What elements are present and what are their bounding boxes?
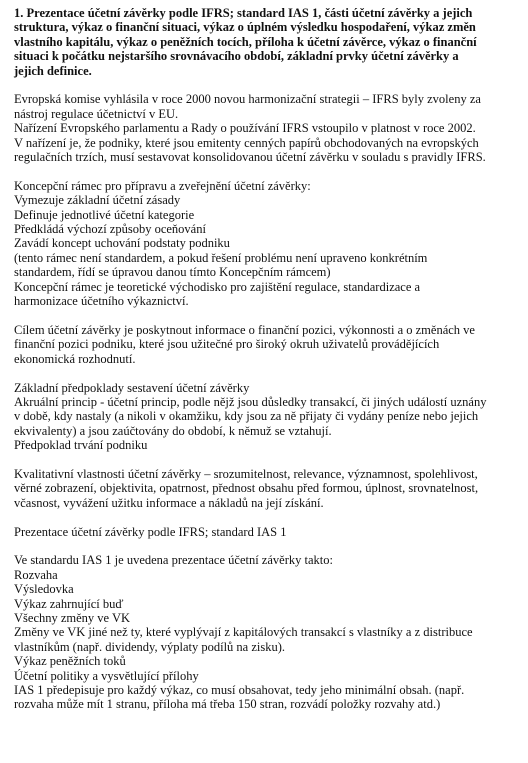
paragraph-qualitative bbox=[14, 467, 514, 510]
text-line: ekonomická rozhodnutí. bbox=[14, 351, 136, 366]
text-line: Účetní politiky a vysvětlující přílohy bbox=[14, 668, 199, 683]
text-line: Koncepční rámec je teoretické východisko pro zajištění regulace, standardizace a bbox=[14, 279, 421, 294]
paragraph-ifrs-intro bbox=[14, 92, 514, 164]
section-heading bbox=[14, 6, 514, 78]
text-line: Kvalitativní vlastnosti účetní závěrky – srozumitelnost, relevance, významnost, spolehlivost, bbox=[14, 466, 478, 481]
text-line: Předkládá výchozí způsoby oceňování bbox=[14, 222, 206, 237]
paragraph-assumptions bbox=[14, 381, 514, 453]
text-line: Cílem účetní závěrky je poskytnout informace o finanční pozici, výkonnosti a o změnách ve bbox=[14, 322, 475, 337]
text-line: V nařízení je, že podniky, které jsou emitenty cenných papírů obchodovaných na evropských bbox=[14, 135, 479, 150]
text-line: harmonizace účetního výkaznictví. bbox=[14, 294, 189, 309]
text-line: Vymezuje základní účetní zásady bbox=[14, 193, 181, 208]
text-line: Koncepční rámec pro přípravu a zveřejnění účetní závěrky: bbox=[14, 178, 311, 193]
text-line: rozvaha může mít 1 stranu, příloha má třeba 150 stran, rozvádí položky rozvahy atd.) bbox=[14, 697, 441, 712]
text-line: IAS 1 předepisuje pro každý výkaz, co musí obsahovat, tedy jeho minimální obsah. (např. bbox=[14, 682, 465, 697]
text-line: standardem, řídí se úpravou danou tímto Koncepčním rámcem) bbox=[14, 265, 331, 280]
text-line: v době, kdy nastaly (a nikoli v okamžiku, kdy jsou za ně přijaty či vydány peníze nebo jejich bbox=[14, 409, 479, 424]
text-line: Zavádí koncept uchování podstaty podniku bbox=[14, 236, 230, 251]
text-line: Výkaz zahrnující buď bbox=[14, 596, 124, 611]
text-line: Výkaz peněžních toků bbox=[14, 654, 126, 669]
text-line: Ve standardu IAS 1 je uvedena prezentace účetní závěrky takto: bbox=[14, 553, 333, 568]
paragraph-ias1-content bbox=[14, 553, 514, 711]
text-line: nástroj regulace účetnictví v EU. bbox=[14, 106, 179, 121]
text-line: Nařízení Evropského parlamentu a Rady o používání IFRS vstoupilo v platnost v roce 2002. bbox=[14, 121, 476, 136]
paragraph-purpose bbox=[14, 323, 514, 366]
text-line: Evropská komise vyhlásila v roce 2000 novou harmonizační strategii – IFRS byly zvoleny za bbox=[14, 92, 481, 107]
heading-line: vlastního kapitálu, výkaz o peněžních tocích, příloha k účetní závěrce, výkaz o finanční bbox=[14, 34, 477, 49]
text-line: Prezentace účetní závěrky podle IFRS; standard IAS 1 bbox=[14, 524, 287, 539]
paragraph-ias1-title bbox=[14, 525, 514, 539]
text-line: ekvivalenty) a jsou zaúčtovány do období, k němuž se vztahují. bbox=[14, 423, 332, 438]
heading-line: situaci k počátku nejstaršího srovnávacího období, základní prvky účetní závěrky a bbox=[14, 49, 459, 64]
text-line: Definuje jednotlivé účetní kategorie bbox=[14, 207, 195, 222]
heading-line: jejich definice. bbox=[14, 63, 92, 78]
text-line: finanční pozici podniku, které jsou užitečné pro široký okruh uživatelů provádějících bbox=[14, 337, 440, 352]
text-line: (tento rámec není standardem, a pokud řešení problému není upraveno konkrétním bbox=[14, 250, 428, 265]
text-line: vlastníkům (např. dividendy, výplaty podílů na zisku). bbox=[14, 639, 286, 654]
text-line: Akruální princip - účetní princip, podle nějž jsou důsledky transakcí, či jiných událostí uznány bbox=[14, 394, 487, 409]
text-line: Změny ve VK jiné než ty, které vyplývají z kapitálových transakcí s vlastníky a z distribuce bbox=[14, 625, 473, 640]
text-line: regulačních trzích, musí sestavovat konsolidovanou účetní závěrku v souladu s pravidly IFRS. bbox=[14, 150, 486, 165]
text-line: Základní předpoklady sestavení účetní závěrky bbox=[14, 380, 250, 395]
text-line: Předpoklad trvání podniku bbox=[14, 438, 148, 453]
heading-line: 1. Prezentace účetní závěrky podle IFRS; standard IAS 1, části účetní závěrky a jejich bbox=[14, 6, 473, 20]
heading-line: struktura, výkaz o finanční situaci, výkaz o úplném výsledku hospodaření, výkaz změn bbox=[14, 20, 476, 35]
paragraph-conceptual-framework bbox=[14, 179, 514, 309]
text-line: včasnost, vyvážení užitku informace a nákladů na její získání. bbox=[14, 495, 324, 510]
text-line: Výsledovka bbox=[14, 582, 74, 597]
text-line: věrné zobrazení, objektivita, opatrnost, přednost obsahu před formou, úplnost, srovnatelnost, bbox=[14, 481, 479, 496]
text-line: Všechny změny ve VK bbox=[14, 610, 131, 625]
text-line: Rozvaha bbox=[14, 567, 58, 582]
